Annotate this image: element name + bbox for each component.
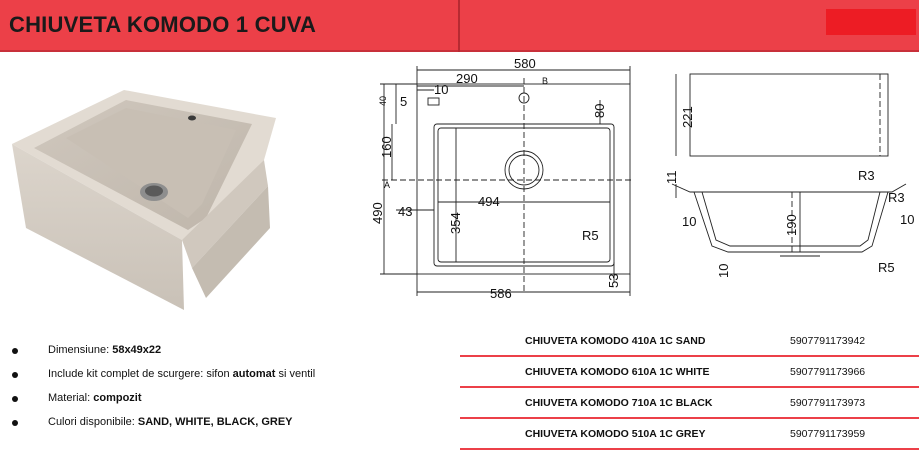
dim-221: 221 (680, 106, 695, 128)
spec-value: SAND, WHITE, BLACK, GREY (137, 416, 293, 428)
product-name: CHIUVETA KOMODO 710A 1C BLACK (525, 397, 713, 409)
spec-item-dimension (12, 344, 442, 368)
dim-10-b: 10 (900, 212, 915, 227)
dim-43: 43 (398, 204, 413, 219)
brand-badge (826, 9, 916, 35)
dim-5: 5 (400, 94, 408, 109)
bullet-dot-icon (12, 348, 18, 354)
spec-list (12, 344, 442, 440)
section-b: B (542, 76, 549, 86)
dim-r5: R5 (582, 228, 599, 243)
spec-label: Material: (48, 392, 94, 404)
spec-item-drain-kit (12, 368, 442, 392)
product-code: 5907791173966 (790, 366, 866, 378)
dim-10-a: 10 (682, 214, 697, 229)
table-row (460, 419, 919, 450)
table-row (460, 326, 919, 357)
product-name: CHIUVETA KOMODO 410A 1C SAND (525, 335, 706, 347)
dim-11: 11 (664, 170, 679, 184)
product-code: 5907791173942 (790, 335, 866, 347)
spec-value: 58x49x22 (112, 344, 162, 356)
spec-label: Culori disponibile: (48, 416, 138, 428)
dim-53: 53 (606, 273, 621, 288)
section-a: A (384, 180, 391, 190)
spec-rest: si ventil (275, 368, 316, 380)
product-code: 5907791173959 (790, 428, 866, 440)
table-row (460, 388, 919, 419)
sink-photo (6, 78, 276, 310)
dim-354: 354 (448, 212, 463, 234)
spec-label: Include kit complet de scurgere: sifon (48, 368, 233, 380)
dim-586: 586 (490, 286, 512, 301)
dim-190: 190 (784, 214, 799, 236)
header-banner (0, 0, 919, 52)
product-name: CHIUVETA KOMODO 610A 1C WHITE (525, 366, 710, 378)
dim-160: 160 (379, 136, 394, 158)
dim-580: 580 (514, 56, 536, 71)
page-title: CHIUVETA KOMODO 1 CUVA (9, 12, 317, 37)
spec-label: Dimensiune: (48, 344, 113, 356)
product-code: 5907791173973 (790, 397, 866, 409)
dim-80: 80 (592, 103, 607, 118)
bullet-dot-icon (12, 420, 18, 426)
dim-r5-section: R5 (878, 260, 895, 275)
technical-drawing (360, 56, 919, 306)
dim-40: 40 (378, 95, 388, 106)
dim-10: 10 (434, 82, 449, 97)
table-row (460, 357, 919, 388)
product-name: CHIUVETA KOMODO 510A 1C GREY (525, 428, 706, 440)
dim-494: 494 (478, 194, 500, 209)
dim-290: 290 (456, 71, 478, 86)
spec-item-colors (12, 416, 442, 440)
spec-value: automat (232, 368, 276, 380)
spec-value: compozit (93, 392, 142, 404)
dim-10-c: 10 (716, 263, 731, 278)
spec-item-material (12, 392, 442, 416)
bullet-dot-icon (12, 372, 18, 378)
dim-r3-b: R3 (888, 190, 905, 205)
dim-490: 490 (370, 202, 385, 224)
product-table (460, 326, 919, 450)
dim-r3-a: R3 (858, 168, 875, 183)
header-divider (458, 0, 460, 52)
bullet-dot-icon (12, 396, 18, 402)
